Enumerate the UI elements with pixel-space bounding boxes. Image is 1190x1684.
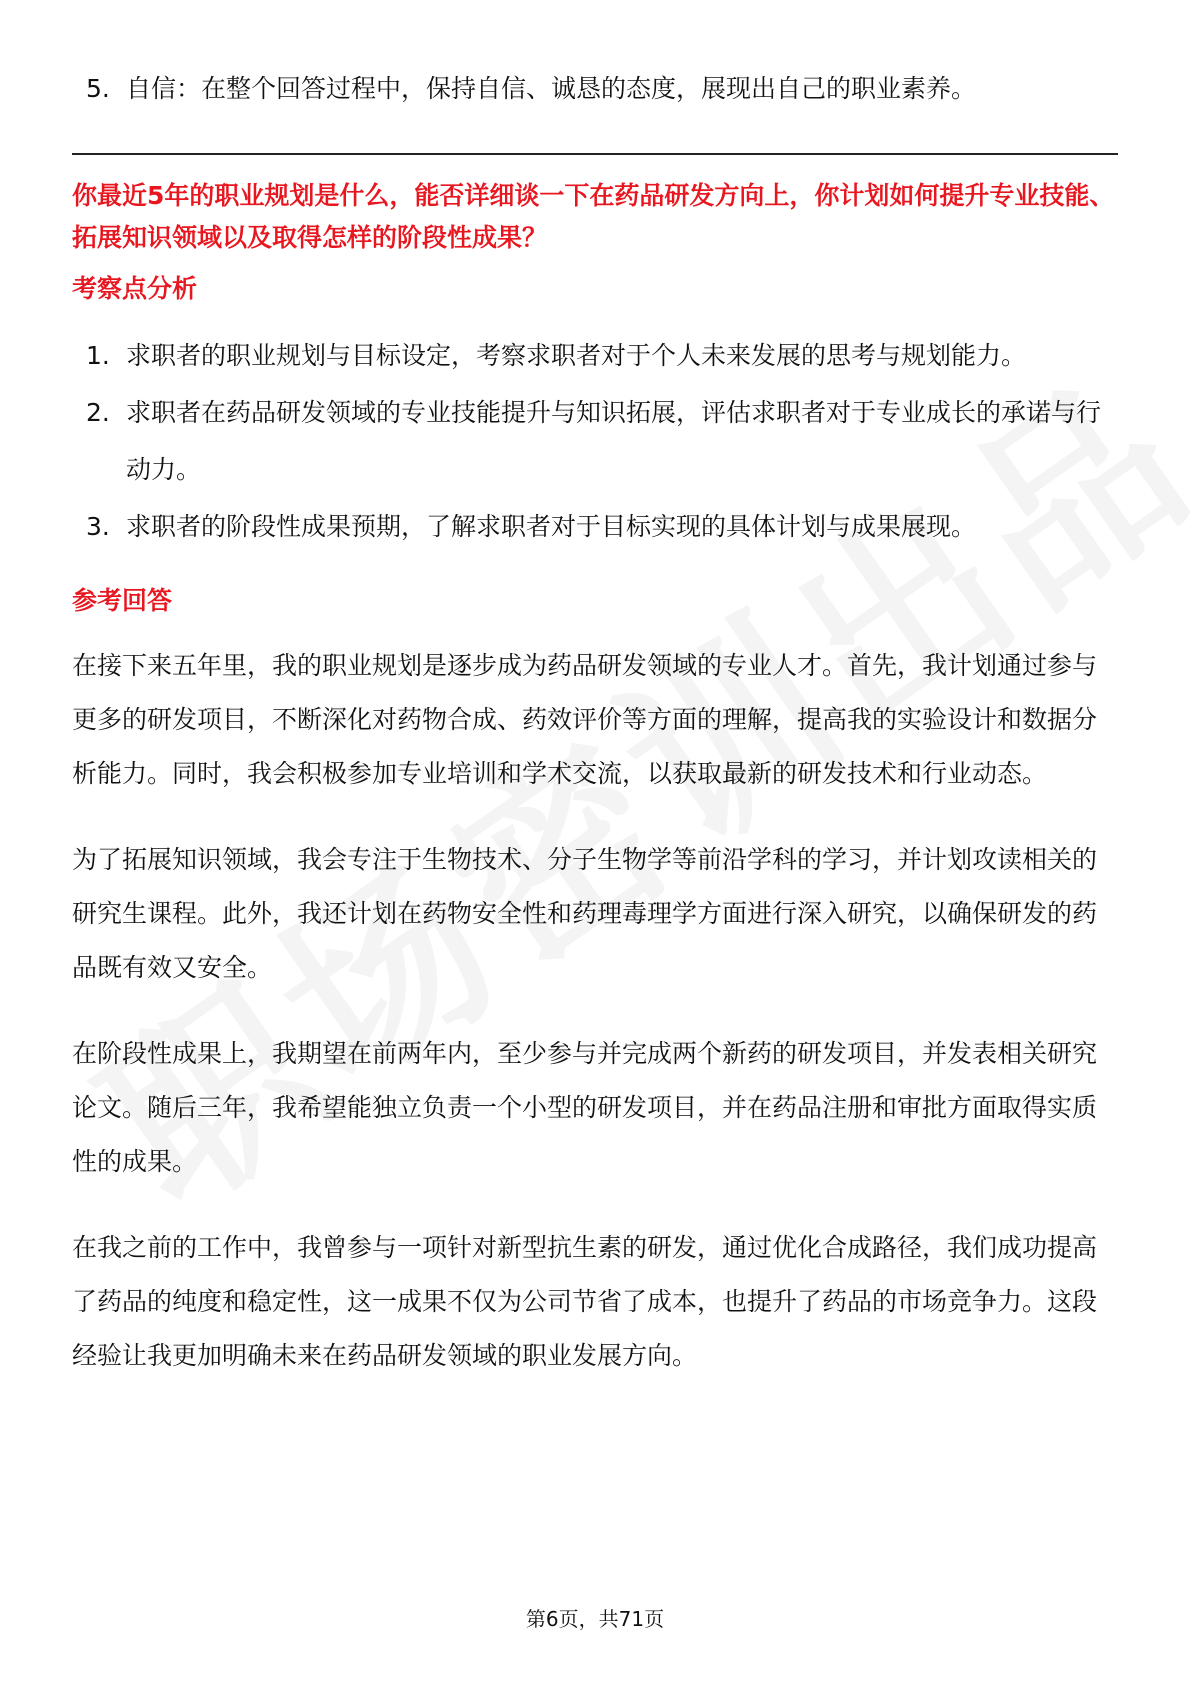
list-item [72,60,1118,117]
analysis-heading: 考察点分析 [72,274,198,303]
answer-paragraph: 在我之前的工作中，我曾参与一项针对新型抗生素的研发，通过优化合成路径，我们成功提高了药品的纯度和稳定性，这一成果不仅为公司节省了成本，也提升了药品的市场竞争力。这段经验让我更加明确未来在药品研发领域的职业发展方向。 [72,1233,1098,1370]
question-title: 你最近5年的职业规划是什么，能否详细谈一下在药品研发方向上，你计划如何提升专业技能、拓展知识领域以及取得怎样的阶段性成果？ [72,181,1115,252]
answer-body [72,639,1118,1383]
list-item [72,327,1118,384]
page-number: 第6页，共71页 [525,1607,665,1631]
list-item [72,384,1118,498]
answer-paragraph: 为了拓展知识领域，我会专注于生物技术、分子生物学等前沿学科的学习，并计划攻读相关的研究生课程。此外，我还计划在药物安全性和药理毒理学方面进行深入研究，以确保研发的药品既有效又安全。 [72,845,1098,982]
analysis-list [72,327,1118,555]
answer-heading: 参考回答 [72,586,173,615]
list-item-number: 1. [86,341,110,370]
list-item-number: 3. [86,512,110,541]
section-divider [72,153,1118,155]
list-item-text: 求职者的阶段性成果预期，了解求职者对于目标实现的具体计划与成果展现。 [126,512,977,541]
page-content [72,60,1118,1408]
answer-paragraph: 在阶段性成果上，我期望在前两年内，至少参与并完成两个新药的研发项目，并发表相关研究论文。随后三年，我希望能独立负责一个小型的研发项目，并在药品注册和审批方面取得实质性的成果。 [72,1039,1098,1176]
list-item [72,498,1118,555]
list-item-number: 5. [86,74,110,103]
answer-paragraph: 在接下来五年里，我的职业规划是逐步成为药品研发领域的专业人才。首先，我计划通过参与更多的研发项目，不断深化对药物合成、药效评价等方面的理解，提高我的实验设计和数据分析能力。同时，我会积极参加专业培训和学术交流，以获取最新的研发技术和行业动态。 [72,651,1098,788]
list-item-text: 求职者在药品研发领域的专业技能提升与知识拓展，评估求职者对于专业成长的承诺与行动力。 [126,398,1102,484]
list-item-text: 自信：在整个回答过程中，保持自信、诚恳的态度，展现出自己的职业素养。 [126,74,977,103]
list-item-text: 求职者的职业规划与目标设定，考察求职者对于个人未来发展的思考与规划能力。 [126,341,1027,370]
list-item-number: 2. [86,398,110,427]
